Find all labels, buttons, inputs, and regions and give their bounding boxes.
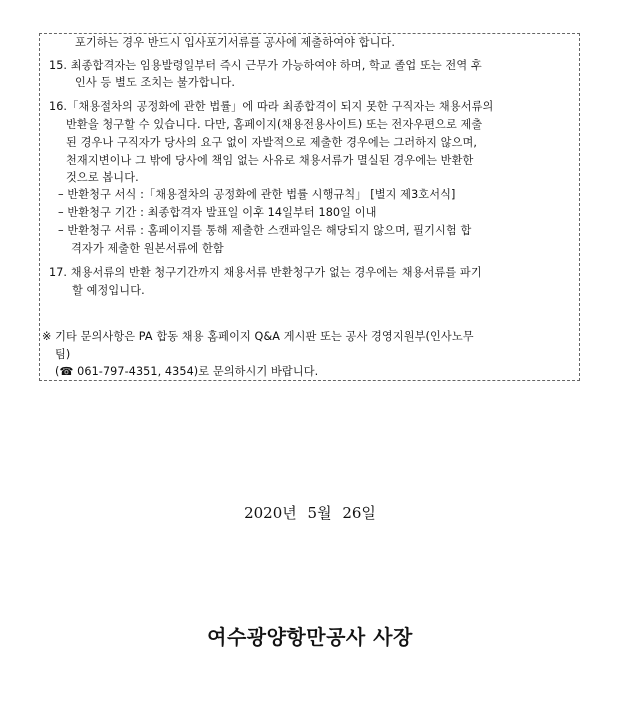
text-line: – 반환청구 서류 : 홈페이지를 통해 제출한 스캔파일은 해당되지 않으며, 필기시험 합 — [58, 224, 472, 237]
text-line: (☎ 061-797-4351, 4354)로 문의하시기 바랍니다. — [55, 365, 319, 378]
text-line: 할 예정입니다. — [72, 284, 145, 297]
text-line: ※ 기타 문의사항은 PA 합동 채용 홈페이지 Q&A 게시판 또는 공사 경영지원부(인사노무 — [42, 330, 474, 343]
text-line: 것으로 봅니다. — [66, 171, 139, 184]
text-line: – 반환청구 서식 :「채용절차의 공정화에 관한 법률 시행규칙」 [별지 제3호서식] — [58, 188, 456, 201]
text-line: 된 경우나 구직자가 당사의 요구 없이 자발적으로 제출한 경우에는 그러하지 않으며, — [66, 136, 478, 149]
text-line: 천재지변이나 그 밖에 당사에 책임 없는 사유로 채용서류가 멸실된 경우에는 반환한 — [66, 154, 474, 167]
text-line: 16.「채용절차의 공정화에 관한 법률」에 따라 최종합격이 되지 못한 구직자는 채용서류의 — [49, 100, 494, 113]
text-line: 인사 등 별도 조치는 불가합니다. — [75, 76, 236, 89]
text-line: – 반환청구 기간 : 최종합격자 발표일 이후 14일부터 180일 이내 — [58, 206, 377, 219]
text-line: 팀) — [55, 348, 71, 361]
text-line: 포기하는 경우 반드시 입사포기서류를 공사에 제출하여야 합니다. — [75, 36, 396, 49]
text-line: 15. 최종합격자는 임용발령일부터 즉시 근무가 가능하여야 하며, 학교 졸업 또는 전역 후 — [49, 59, 482, 72]
issuer-signature: 여수광양항만공사 사장 — [207, 625, 413, 649]
document-date: 2020년 5월 26일 — [244, 504, 376, 522]
text-line: 반환을 청구할 수 있습니다. 다만, 홈페이지(채용전용사이트) 또는 전자우편으로 제출 — [66, 118, 483, 131]
text-line: 17. 채용서류의 반환 청구기간까지 채용서류 반환청구가 없는 경우에는 채용서류를 파기 — [49, 266, 482, 279]
text-line: 격자가 제출한 원본서류에 한함 — [71, 242, 224, 255]
